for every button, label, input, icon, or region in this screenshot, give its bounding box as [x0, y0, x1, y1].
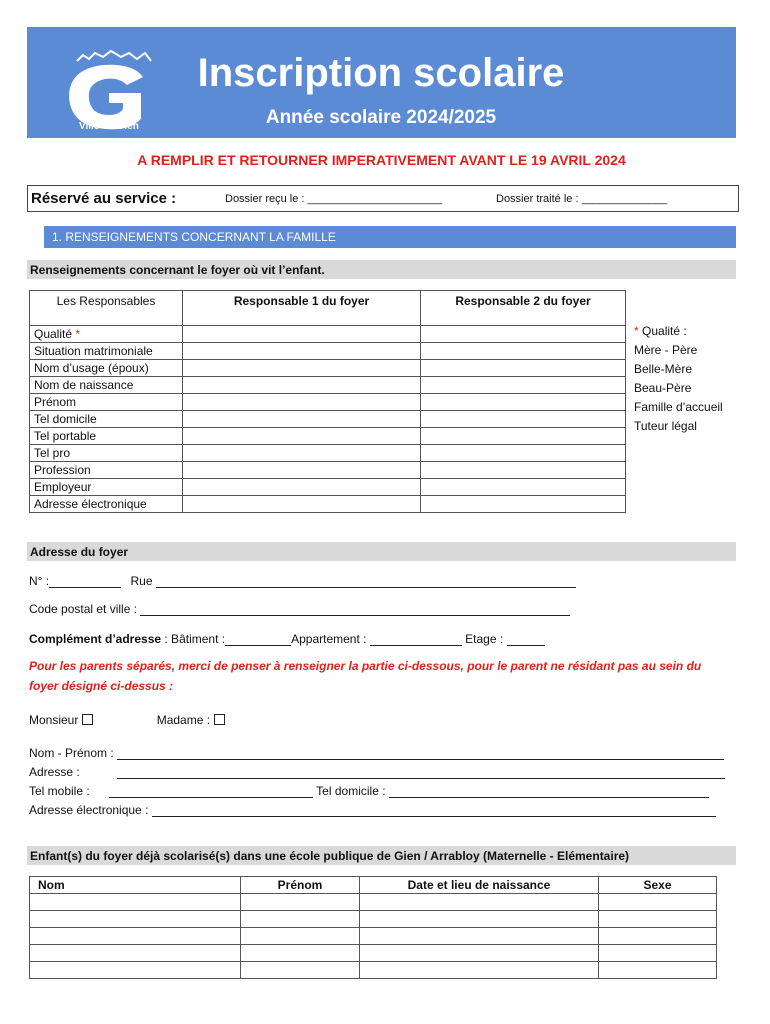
- input-cell[interactable]: [360, 962, 599, 979]
- legend-item: Mère - Père: [634, 343, 698, 357]
- parent2-adresse-row: [29, 765, 725, 779]
- input-cell[interactable]: [360, 894, 599, 911]
- table-row: [30, 928, 717, 945]
- address-line-3: [29, 632, 545, 646]
- input-cell[interactable]: [421, 445, 626, 462]
- input-cell[interactable]: [183, 496, 421, 513]
- col-header-responsables: Les Responsables: [30, 291, 183, 326]
- tel-domicile-label: Tel domicile :: [316, 784, 386, 798]
- input-cell[interactable]: [183, 343, 421, 360]
- adresse-input[interactable]: [117, 766, 725, 779]
- col-header-prenom: Prénom: [241, 877, 360, 894]
- input-cell[interactable]: [421, 377, 626, 394]
- input-cell[interactable]: [360, 945, 599, 962]
- input-cell[interactable]: [241, 928, 360, 945]
- input-cell[interactable]: [360, 928, 599, 945]
- dossier-traite-field[interactable]: Dossier traité le : ______________: [496, 193, 668, 205]
- responsables-table: [29, 290, 626, 513]
- required-asterisk: *: [634, 324, 639, 338]
- input-cell[interactable]: [183, 462, 421, 479]
- email-label: Adresse électronique :: [29, 803, 149, 817]
- input-cell[interactable]: [30, 928, 241, 945]
- input-cell[interactable]: [241, 894, 360, 911]
- table-row: [30, 411, 626, 428]
- reserved-label: Réservé au service :: [31, 190, 177, 207]
- numero-input[interactable]: [49, 575, 121, 588]
- col-header-responsable-2: Responsable 2 du foyer: [421, 291, 626, 326]
- email-input[interactable]: [152, 804, 716, 817]
- col-header-nom: Nom: [30, 877, 241, 894]
- input-cell[interactable]: [183, 445, 421, 462]
- col-header-responsable-1: Responsable 1 du foyer: [183, 291, 421, 326]
- input-cell[interactable]: [421, 496, 626, 513]
- city-logo: [63, 39, 163, 133]
- table-row: [30, 962, 717, 979]
- header-banner: [27, 27, 736, 138]
- children-table: [29, 876, 717, 979]
- table-row: [30, 945, 717, 962]
- input-cell[interactable]: [599, 945, 717, 962]
- input-cell[interactable]: [599, 928, 717, 945]
- monsieur-label: Monsieur: [29, 713, 79, 727]
- input-cell[interactable]: [30, 894, 241, 911]
- row-label: Employeur: [30, 479, 183, 496]
- adresse-bar: Adresse du foyer: [27, 542, 736, 561]
- table-row: [30, 479, 626, 496]
- rue-label: Rue: [130, 574, 153, 588]
- separated-parents-note: Pour les parents séparés, merci de penser à renseigner la partie ci-dessous, pour le parent ne résidant pas au sein du foyer désigné ci-dessus :: [29, 659, 702, 693]
- input-cell[interactable]: [183, 326, 421, 343]
- input-cell[interactable]: [183, 411, 421, 428]
- row-label: Tel domicile: [30, 411, 183, 428]
- table-row: [30, 496, 626, 513]
- input-cell[interactable]: [30, 945, 241, 962]
- parent2-tel-row: [29, 784, 709, 798]
- tel-mobile-input[interactable]: [109, 785, 313, 798]
- legend-item: Belle-Mère: [634, 362, 693, 376]
- input-cell[interactable]: [183, 394, 421, 411]
- row-label: Nom de naissance: [30, 377, 183, 394]
- input-cell[interactable]: [183, 360, 421, 377]
- legend-item: Tuteur légal: [634, 419, 697, 433]
- input-cell[interactable]: [599, 962, 717, 979]
- input-cell[interactable]: [421, 411, 626, 428]
- table-row: [30, 462, 626, 479]
- input-cell[interactable]: [183, 377, 421, 394]
- batiment-input[interactable]: [225, 633, 291, 646]
- tel-mobile-label: Tel mobile :: [29, 784, 90, 798]
- input-cell[interactable]: [183, 428, 421, 445]
- table-row: [30, 360, 626, 377]
- monsieur-checkbox[interactable]: [82, 714, 93, 725]
- enfants-bar: Enfant(s) du foyer déjà scolarisé(s) dans une école publique de Gien / Arrabloy (Maternelle - Elémentaire): [27, 846, 736, 865]
- code-postal-label: Code postal et ville :: [29, 602, 138, 616]
- table-row: [30, 343, 626, 360]
- parent2-email-row: [29, 803, 716, 817]
- row-label: Profession: [30, 462, 183, 479]
- row-label: Prénom: [30, 394, 183, 411]
- batiment-label: : Bâtiment :: [164, 632, 226, 646]
- col-header-naissance: Date et lieu de naissance: [360, 877, 599, 894]
- table-row: [30, 326, 626, 343]
- page-title: Inscription scolaire: [197, 51, 565, 95]
- input-cell[interactable]: [421, 326, 626, 343]
- input-cell[interactable]: [241, 962, 360, 979]
- row-label: Situation matrimoniale: [30, 343, 183, 360]
- adresse-label: Adresse :: [29, 765, 80, 779]
- etage-input[interactable]: [507, 633, 545, 646]
- logo-text: Ville de Gien: [79, 121, 139, 132]
- input-cell[interactable]: [360, 911, 599, 928]
- input-cell[interactable]: [241, 911, 360, 928]
- appartement-input[interactable]: [370, 633, 462, 646]
- tel-domicile-input[interactable]: [389, 785, 709, 798]
- nom-prenom-label: Nom - Prénom :: [29, 746, 114, 760]
- nom-prenom-input[interactable]: [117, 747, 724, 760]
- input-cell[interactable]: [421, 479, 626, 496]
- madame-checkbox[interactable]: [214, 714, 225, 725]
- legend-item: Beau-Père: [634, 381, 692, 395]
- input-cell[interactable]: [30, 911, 241, 928]
- input-cell[interactable]: [183, 479, 421, 496]
- row-label: Adresse électronique: [30, 496, 183, 513]
- input-cell[interactable]: [421, 360, 626, 377]
- madame-label: Madame :: [156, 713, 211, 727]
- qualite-legend: [634, 322, 723, 436]
- legend-item: Famille d’accueil: [634, 400, 723, 414]
- appartement-label: Appartement :: [291, 632, 367, 646]
- input-cell[interactable]: [421, 394, 626, 411]
- table-row: [30, 428, 626, 445]
- reserved-box: [27, 185, 739, 212]
- foyer-bar: Renseignements concernant le foyer où vit l’enfant.: [27, 260, 736, 279]
- row-label: Qualité: [34, 327, 73, 341]
- table-row: [30, 911, 717, 928]
- table-row: [30, 377, 626, 394]
- table-row: [30, 894, 717, 911]
- col-header-sexe: Sexe: [599, 877, 717, 894]
- code-postal-input[interactable]: [140, 603, 570, 616]
- input-cell[interactable]: [421, 462, 626, 479]
- section-heading-famille: 1. RENSEIGNEMENTS CONCERNANT LA FAMILLE: [44, 226, 736, 248]
- input-cell[interactable]: [241, 945, 360, 962]
- table-row: [30, 445, 626, 462]
- rue-input[interactable]: [156, 575, 576, 588]
- table-row: [30, 394, 626, 411]
- etage-label: Etage :: [465, 632, 504, 646]
- input-cell[interactable]: [599, 894, 717, 911]
- page-subtitle: Année scolaire 2024/2025: [265, 107, 497, 128]
- input-cell[interactable]: [421, 428, 626, 445]
- dossier-recu-field[interactable]: Dossier reçu le : ______________________: [225, 193, 443, 205]
- address-line-1: [29, 574, 576, 588]
- numero-label: N° :: [29, 574, 50, 588]
- row-label: Tel pro: [30, 445, 183, 462]
- parent2-nom-row: [29, 746, 724, 760]
- qualite-legend-title: Qualité :: [642, 324, 687, 338]
- row-label: Nom d’usage (époux): [30, 360, 183, 377]
- input-cell[interactable]: [421, 343, 626, 360]
- row-label: Tel portable: [30, 428, 183, 445]
- required-asterisk: *: [75, 327, 81, 341]
- input-cell[interactable]: [599, 911, 717, 928]
- complement-label: Complément d’adresse: [29, 632, 162, 646]
- civility-row: [29, 713, 225, 727]
- address-line-2: [29, 602, 570, 616]
- input-cell[interactable]: [30, 962, 241, 979]
- deadline-notice: A REMPLIR ET RETOURNER IMPERATIVEMENT AVANT LE 19 AVRIL 2024: [137, 152, 626, 168]
